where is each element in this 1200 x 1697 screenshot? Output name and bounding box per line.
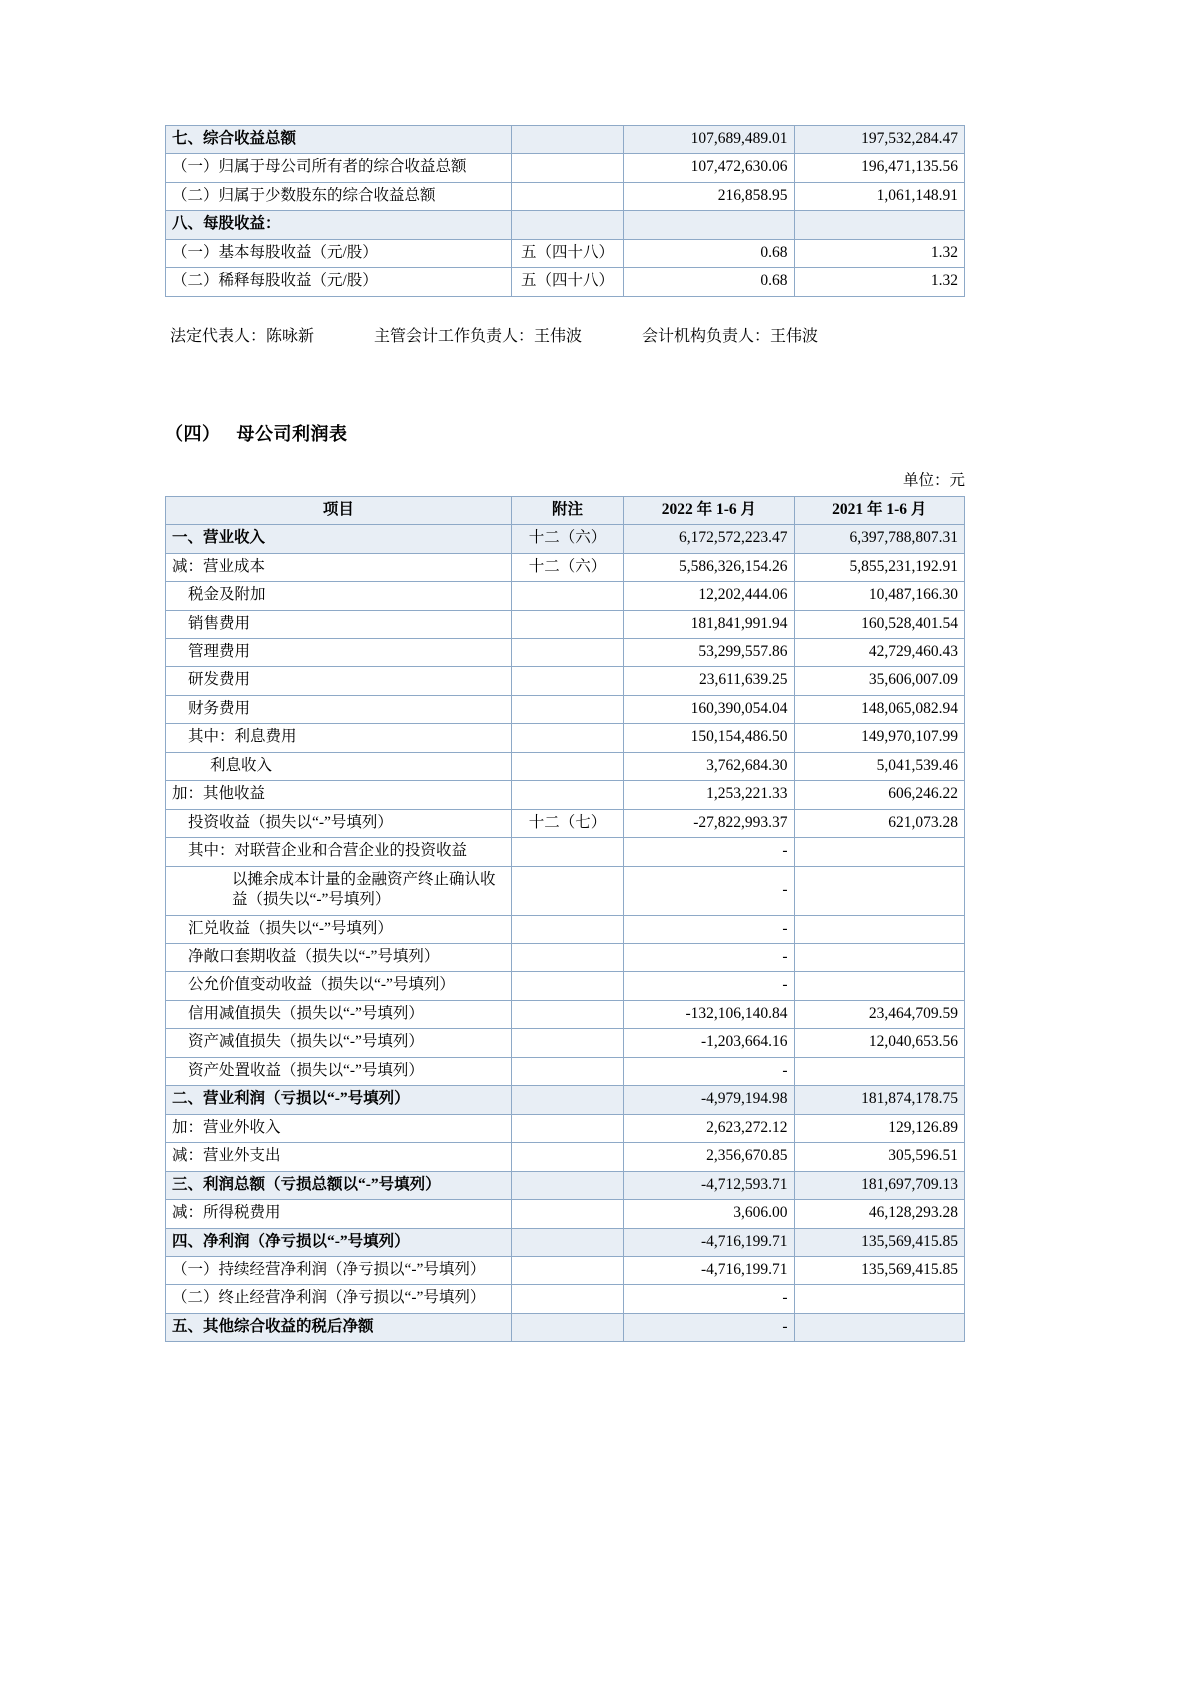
row-note xyxy=(511,866,623,915)
table-row xyxy=(166,1143,965,1171)
row-item-label: 加：其他收益 xyxy=(166,781,512,809)
row-value-2022: 12,202,444.06 xyxy=(624,582,794,610)
row-value-2022: - xyxy=(624,943,794,971)
row-value-2022: -1,203,664.16 xyxy=(624,1029,794,1057)
table-row xyxy=(166,268,965,296)
accounting-officer: 主管会计工作负责人：王伟波 xyxy=(374,327,583,345)
row-note xyxy=(511,1285,623,1313)
row-value-2021 xyxy=(794,972,964,1000)
table-row xyxy=(166,582,965,610)
parent-income-statement-header xyxy=(166,496,965,524)
row-note xyxy=(511,1313,623,1341)
comprehensive-income-table-body xyxy=(166,126,965,297)
row-note: 十二（六） xyxy=(511,525,623,553)
row-value-2021: 129,126.89 xyxy=(794,1114,964,1142)
row-value-2022: - xyxy=(624,1057,794,1085)
row-item-label: 一、营业收入 xyxy=(166,525,512,553)
row-value-2022: 5,586,326,154.26 xyxy=(624,553,794,581)
row-value-2021 xyxy=(794,838,964,866)
row-value-2021: 606,246.22 xyxy=(794,781,964,809)
row-value-2021: 305,596.51 xyxy=(794,1143,964,1171)
row-value-2021: 149,970,107.99 xyxy=(794,724,964,752)
row-note xyxy=(511,1228,623,1256)
row-value-2021: 10,487,166.30 xyxy=(794,582,964,610)
row-value-2022: - xyxy=(624,838,794,866)
row-value-2021: 148,065,082.94 xyxy=(794,695,964,723)
row-note xyxy=(511,154,623,182)
row-value-2022: 6,172,572,223.47 xyxy=(624,525,794,553)
row-value-2021: 12,040,653.56 xyxy=(794,1029,964,1057)
row-note xyxy=(511,1114,623,1142)
row-value-2021 xyxy=(794,211,964,239)
row-note xyxy=(511,126,623,154)
row-item-label: 五、其他综合收益的税后净额 xyxy=(166,1313,512,1341)
row-item-label: 资产减值损失（损失以“-”号填列） xyxy=(166,1029,512,1057)
row-value-2022 xyxy=(624,211,794,239)
row-value-2022: 160,390,054.04 xyxy=(624,695,794,723)
row-item-label: 销售费用 xyxy=(166,610,512,638)
row-item-label: 财务费用 xyxy=(166,695,512,723)
row-value-2021: 135,569,415.85 xyxy=(794,1228,964,1256)
comprehensive-income-table-wrap xyxy=(165,125,1060,297)
row-item-label: （二）终止经营净利润（净亏损以“-”号填列） xyxy=(166,1285,512,1313)
parent-income-statement-body xyxy=(166,525,965,1342)
header-item: 项目 xyxy=(166,496,512,524)
row-value-2022: 2,356,670.85 xyxy=(624,1143,794,1171)
row-item-label: 汇兑收益（损失以“-”号填列） xyxy=(166,915,512,943)
table-row xyxy=(166,638,965,666)
row-item-label: （一）归属于母公司所有者的综合收益总额 xyxy=(166,154,512,182)
row-value-2021: 5,855,231,192.91 xyxy=(794,553,964,581)
table-row xyxy=(166,1256,965,1284)
table-row xyxy=(166,126,965,154)
row-item-label: （二）归属于少数股东的综合收益总额 xyxy=(166,182,512,210)
row-value-2022: 1,253,221.33 xyxy=(624,781,794,809)
table-row xyxy=(166,972,965,1000)
row-item-label: 其中：对联营企业和合营企业的投资收益 xyxy=(166,838,512,866)
table-row xyxy=(166,866,965,915)
table-header-row xyxy=(166,496,965,524)
row-item-label: 投资收益（损失以“-”号填列） xyxy=(166,809,512,837)
row-note xyxy=(511,610,623,638)
row-value-2022: 150,154,486.50 xyxy=(624,724,794,752)
row-value-2022: 2,623,272.12 xyxy=(624,1114,794,1142)
table-row xyxy=(166,724,965,752)
row-value-2022: - xyxy=(624,1313,794,1341)
row-value-2021: 35,606,007.09 xyxy=(794,667,964,695)
row-item-label: 公允价值变动收益（损失以“-”号填列） xyxy=(166,972,512,1000)
row-value-2022: - xyxy=(624,866,794,915)
row-value-2021: 42,729,460.43 xyxy=(794,638,964,666)
row-note xyxy=(511,182,623,210)
row-note xyxy=(511,943,623,971)
row-value-2022: 0.68 xyxy=(624,268,794,296)
section-heading xyxy=(165,420,1060,446)
row-note xyxy=(511,667,623,695)
comprehensive-income-table xyxy=(165,125,965,297)
header-period-2021: 2021 年 1-6 月 xyxy=(794,496,964,524)
row-item-label: 利息收入 xyxy=(166,752,512,780)
table-row xyxy=(166,1029,965,1057)
table-row xyxy=(166,182,965,210)
row-note xyxy=(511,972,623,1000)
row-value-2021: 196,471,135.56 xyxy=(794,154,964,182)
row-note xyxy=(511,695,623,723)
row-note xyxy=(511,1143,623,1171)
row-value-2021: 181,697,709.13 xyxy=(794,1171,964,1199)
row-item-label: 二、营业利润（亏损以“-”号填列） xyxy=(166,1086,512,1114)
row-item-label: 研发费用 xyxy=(166,667,512,695)
row-value-2022: -4,716,199.71 xyxy=(624,1256,794,1284)
row-value-2022: - xyxy=(624,1285,794,1313)
row-value-2022: -4,712,593.71 xyxy=(624,1171,794,1199)
row-note xyxy=(511,582,623,610)
row-item-label: 减：营业成本 xyxy=(166,553,512,581)
row-item-label: 八、每股收益： xyxy=(166,211,512,239)
table-row xyxy=(166,610,965,638)
parent-income-statement-wrap xyxy=(165,496,1060,1343)
table-row xyxy=(166,1228,965,1256)
table-row xyxy=(166,1285,965,1313)
row-value-2021 xyxy=(794,1313,964,1341)
table-row xyxy=(166,154,965,182)
row-value-2022: -4,979,194.98 xyxy=(624,1086,794,1114)
row-value-2022: - xyxy=(624,972,794,1000)
accounting-institution-head: 会计机构负责人：王伟波 xyxy=(642,327,819,345)
row-note: 十二（六） xyxy=(511,553,623,581)
table-row xyxy=(166,1114,965,1142)
row-note xyxy=(511,1057,623,1085)
row-value-2022: 53,299,557.86 xyxy=(624,638,794,666)
row-note xyxy=(511,1200,623,1228)
table-row xyxy=(166,1057,965,1085)
header-note: 附注 xyxy=(511,496,623,524)
row-note xyxy=(511,1171,623,1199)
table-row xyxy=(166,1086,965,1114)
row-value-2022: 3,762,684.30 xyxy=(624,752,794,780)
row-value-2021: 621,073.28 xyxy=(794,809,964,837)
row-note: 十二（七） xyxy=(511,809,623,837)
row-item-label: 税金及附加 xyxy=(166,582,512,610)
row-item-label: 加：营业外收入 xyxy=(166,1114,512,1142)
row-item-label: （二）稀释每股收益（元/股） xyxy=(166,268,512,296)
table-row xyxy=(166,1313,965,1341)
table-row xyxy=(166,695,965,723)
row-item-label: 其中：利息费用 xyxy=(166,724,512,752)
row-value-2021: 1.32 xyxy=(794,268,964,296)
row-note xyxy=(511,915,623,943)
row-value-2022: -27,822,993.37 xyxy=(624,809,794,837)
row-item-label: 信用减值损失（损失以“-”号填列） xyxy=(166,1000,512,1028)
row-value-2021 xyxy=(794,1285,964,1313)
parent-income-statement-table xyxy=(165,496,965,1343)
row-note: 五（四十八） xyxy=(511,239,623,267)
legal-representative: 法定代表人：陈咏新 xyxy=(170,327,315,345)
row-note xyxy=(511,838,623,866)
row-value-2021 xyxy=(794,1057,964,1085)
table-row xyxy=(166,1171,965,1199)
row-value-2022: 107,689,489.01 xyxy=(624,126,794,154)
table-row xyxy=(166,781,965,809)
table-row xyxy=(166,667,965,695)
row-note xyxy=(511,781,623,809)
row-value-2021: 1.32 xyxy=(794,239,964,267)
row-note xyxy=(511,1086,623,1114)
table-row xyxy=(166,1200,965,1228)
row-item-label: 减：所得税费用 xyxy=(166,1200,512,1228)
row-value-2021: 46,128,293.28 xyxy=(794,1200,964,1228)
row-value-2021 xyxy=(794,866,964,915)
row-value-2022: 3,606.00 xyxy=(624,1200,794,1228)
row-item-label: 减：营业外支出 xyxy=(166,1143,512,1171)
row-value-2021 xyxy=(794,915,964,943)
row-item-label: （一）持续经营净利润（净亏损以“-”号填列） xyxy=(166,1256,512,1284)
row-note xyxy=(511,1000,623,1028)
table-row xyxy=(166,1000,965,1028)
row-value-2021: 197,532,284.47 xyxy=(794,126,964,154)
row-value-2022: 23,611,639.25 xyxy=(624,667,794,695)
row-value-2021 xyxy=(794,943,964,971)
row-note xyxy=(511,724,623,752)
row-item-label: 四、净利润（净亏损以“-”号填列） xyxy=(166,1228,512,1256)
table-row xyxy=(166,752,965,780)
table-row xyxy=(166,838,965,866)
table-row xyxy=(166,553,965,581)
row-value-2021: 1,061,148.91 xyxy=(794,182,964,210)
row-value-2022: 216,858.95 xyxy=(624,182,794,210)
row-item-label: 以摊余成本计量的金融资产终止确认收益（损失以“-”号填列） xyxy=(166,866,512,915)
table-row xyxy=(166,525,965,553)
row-item-label: 三、利润总额（亏损总额以“-”号填列） xyxy=(166,1171,512,1199)
signature-row xyxy=(165,323,1000,346)
table-row xyxy=(166,943,965,971)
row-note xyxy=(511,1256,623,1284)
row-value-2022: 181,841,991.94 xyxy=(624,610,794,638)
row-value-2021: 135,569,415.85 xyxy=(794,1256,964,1284)
section-number: （四） xyxy=(165,423,221,444)
row-value-2021: 160,528,401.54 xyxy=(794,610,964,638)
row-note: 五（四十八） xyxy=(511,268,623,296)
row-item-label: （一）基本每股收益（元/股） xyxy=(166,239,512,267)
row-item-label: 管理费用 xyxy=(166,638,512,666)
row-item-label: 七、综合收益总额 xyxy=(166,126,512,154)
row-note xyxy=(511,638,623,666)
row-note xyxy=(511,1029,623,1057)
table-row xyxy=(166,809,965,837)
row-value-2022: -132,106,140.84 xyxy=(624,1000,794,1028)
row-item-label: 净敞口套期收益（损失以“-”号填列） xyxy=(166,943,512,971)
header-period-2022: 2022 年 1-6 月 xyxy=(624,496,794,524)
row-item-label: 资产处置收益（损失以“-”号填列） xyxy=(166,1057,512,1085)
row-value-2021: 181,874,178.75 xyxy=(794,1086,964,1114)
row-value-2022: 107,472,630.06 xyxy=(624,154,794,182)
row-value-2021: 23,464,709.59 xyxy=(794,1000,964,1028)
section-title-text: 母公司利润表 xyxy=(236,423,348,444)
unit-label: 单位：元 xyxy=(902,471,965,489)
row-value-2022: 0.68 xyxy=(624,239,794,267)
row-value-2022: - xyxy=(624,915,794,943)
row-value-2021: 6,397,788,807.31 xyxy=(794,525,964,553)
table-row xyxy=(166,915,965,943)
table-row xyxy=(166,239,965,267)
row-note xyxy=(511,211,623,239)
table-row xyxy=(166,211,965,239)
row-value-2022: -4,716,199.71 xyxy=(624,1228,794,1256)
row-value-2021: 5,041,539.46 xyxy=(794,752,964,780)
row-note xyxy=(511,752,623,780)
